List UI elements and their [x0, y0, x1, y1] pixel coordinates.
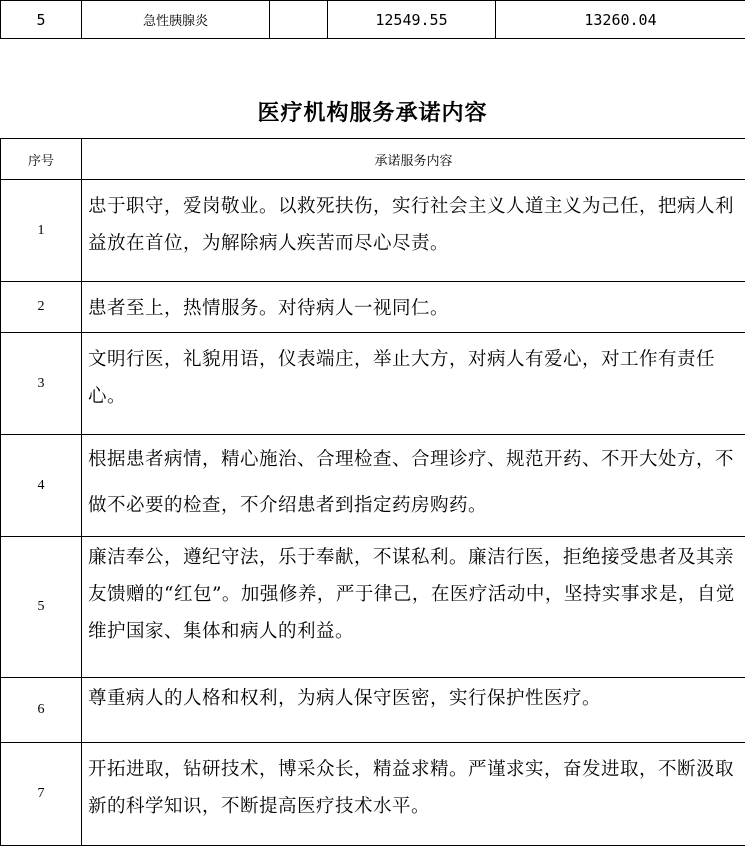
row-index: 4	[1, 435, 82, 537]
empty-cell	[270, 1, 328, 39]
table-row	[1, 435, 745, 537]
table-row	[1, 282, 745, 333]
commitment-table	[0, 138, 745, 846]
row-index: 7	[1, 743, 82, 846]
row-text: 文明行医，礼貌用语，仪表端庄，举止大方，对病人有爱心，对工作有责任心。	[82, 333, 745, 435]
row-index: 5	[1, 1, 82, 39]
cost-value-b: 13260.04	[496, 1, 745, 39]
table-header-row	[1, 139, 745, 180]
row-text: 尊重病人的人格和权利，为病人保守医密，实行保护性医疗。	[82, 678, 745, 743]
row-index: 3	[1, 333, 82, 435]
table-row	[1, 537, 745, 678]
header-content: 承诺服务内容	[82, 139, 745, 180]
cost-table-last-row	[0, 0, 745, 39]
table-row	[1, 743, 745, 846]
row-text: 患者至上，热情服务。对待病人一视同仁。	[82, 282, 745, 333]
row-text: 廉洁奉公，遵纪守法，乐于奉献，不谋私利。廉洁行医，拒绝接受患者及其亲友馈赠的“红包”。加强修养，严于律己，在医疗活动中，坚持实事求是，自觉维护国家、集体和病人的利益。	[82, 537, 745, 678]
page-title: 医疗机构服务承诺内容	[0, 96, 745, 127]
table-row	[1, 678, 745, 743]
row-text: 开拓进取，钻研技术，博采众长，精益求精。严谨求实，奋发进取，不断汲取新的科学知识，不断提高医疗技术水平。	[82, 743, 745, 846]
table-row	[1, 180, 745, 282]
row-text: 忠于职守，爱岗敬业。以救死扶伤，实行社会主义人道主义为己任，把病人利益放在首位，为解除病人疾苦而尽心尽责。	[82, 180, 745, 282]
table-row	[1, 333, 745, 435]
disease-name: 急性胰腺炎	[82, 1, 270, 39]
header-index: 序号	[1, 139, 82, 180]
row-index: 1	[1, 180, 82, 282]
row-index: 5	[1, 537, 82, 678]
table-row	[1, 1, 745, 39]
row-index: 6	[1, 678, 82, 743]
cost-value-a: 12549.55	[328, 1, 496, 39]
row-index: 2	[1, 282, 82, 333]
row-text: 根据患者病情，精心施治、合理检查、合理诊疗、规范开药、不开大处方，不做不必要的检查，不介绍患者到指定药房购药。	[82, 435, 745, 537]
